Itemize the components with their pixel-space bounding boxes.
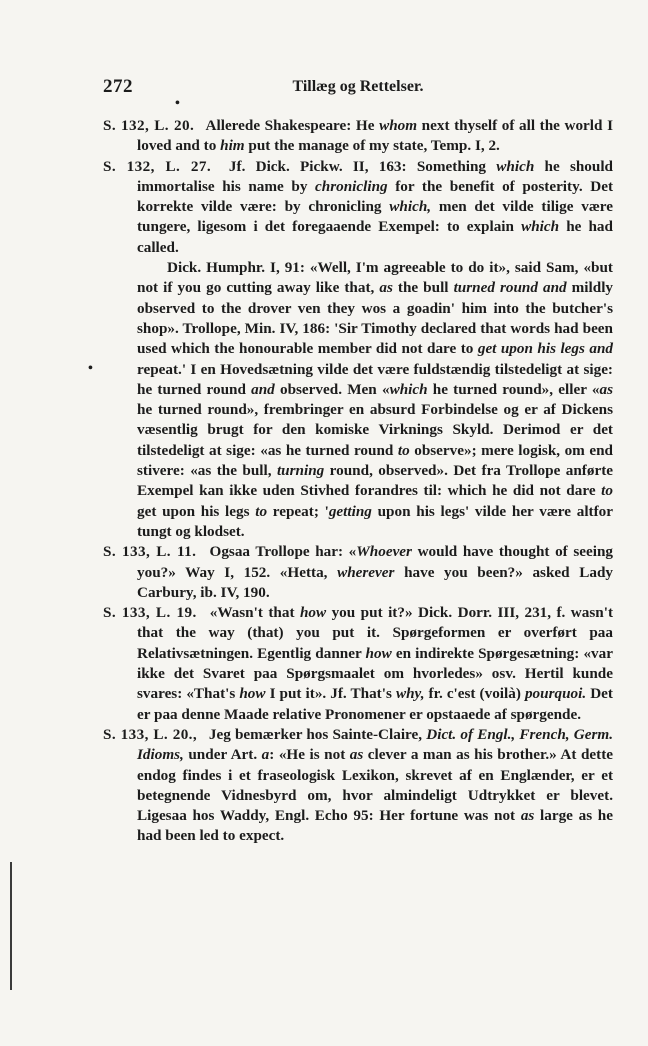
entry-text: Jf. Dick. Pickw. II, 163: Something [228,157,497,175]
errata-entry [103,116,613,157]
entry-reference: S. 133, L. 20., [103,725,198,743]
entry-text: round, observed». Det fra Trollope anførte Exempel kan ikke uden Stivhed forandres til: which he did not dare [137,462,613,500]
margin-mark: • [88,361,93,376]
entry-text: the bull [392,279,454,297]
entry-text: Allerede Shakespeare: He [205,117,380,134]
italic-text: as [599,380,613,398]
italic-text: as [349,746,364,764]
italic-text: how [299,604,327,622]
entry-text: put the manage of my state, Temp. I, 2. [244,137,500,155]
errata-entry [103,157,613,258]
italic-text: why, [395,685,425,703]
italic-text: as [520,807,535,825]
entry-text: he turned round», frembringer en absurd Forbindelse og er af Dickens væsentlig brugt for den komiske Virknings Skyld. Derimod er det tilstedeligt at sige: «as he turned round [137,401,613,459]
italic-text: to [255,502,268,520]
entry-text: repeat; ' [267,502,329,520]
page-number: 272 [103,76,133,97]
running-head: Tillæg og Rettelser. [292,78,424,95]
entry-reference: S. 132, L. 27. [103,157,212,175]
entry-text: en indirekte Spørgesætning: «var ikke det Svaret paa Spørgsmaalet om hvorledes» osv. Hertil kunde svares: «That's [137,644,613,703]
page-header [103,76,613,98]
entry-text: Det er paa denne Maade relative Pronomener er opstaaede af spørgende. [137,685,613,723]
italic-text: chronicling [315,177,388,195]
entry-text: for the benefit of posterity. Det korrekte vilde være: by chronicling [137,177,613,216]
entry-text: he turned round», eller « [427,380,600,398]
entry-reference: S. 133, L. 19. [103,604,197,622]
entry-text: would have thought of seeing you?» Way I, 152. «Hetta, [137,543,613,581]
entry-text: men det vilde tilige være tungere, ligesom i det foregaaende Exempel: to explain [137,198,613,236]
entry-text: observe»; mere logisk, om end stivere: «as the bull, [137,441,613,480]
entry-text: he had called. [137,218,613,256]
entry-text: you put it?» Dick. Dorr. III, 231, f. wasn't that the way (that) you put it. Spørgeformen er overført paa Relativsætningen. Egentlig danner [137,604,614,662]
entry-text: repeat.' I en Hovedsætning vilde det være fuldstændig tilstedeligt at sige: he turned round [137,360,613,398]
italic-text: getting [328,502,372,520]
italic-text: Whoever [356,543,412,561]
entry-text: have you been?» asked Lady Carbury, ib. IV, 190. [137,563,613,601]
entry-text: he should immortalise his name by [137,157,614,195]
entry-reference: S. 133, L. 11. [103,543,197,561]
italic-text: which [389,380,428,398]
entry-text: Jeg bemærker hos Sainte-Claire, [208,725,427,743]
italic-text: get upon his legs and [477,340,614,358]
italic-text: how [239,685,266,703]
entry-text: fr. c'est (voilà) [424,685,525,703]
entry-text: Ogsaa Trollope har: « [209,543,357,561]
margin-rule [10,862,12,990]
italic-text: Dict. of Engl., French, Germ. Idioms, [137,725,614,764]
italic-text: to [397,441,410,459]
entry-text: I put it». Jf. That's [265,685,396,703]
italic-text: turned round and [453,279,567,297]
italic-text: how [365,644,392,662]
italic-text: and [251,380,275,398]
errata-entry [103,725,613,847]
entry-text: large as he had been led to expect. [137,807,613,845]
entry-text: Dick. Humphr. I, 91: «Well, I'm agreeable to do it», said Sam, «but not if you go cutting away like that, [137,259,613,297]
errata-entry [103,542,613,603]
errata-paragraph [103,258,613,542]
margin-mark: • [175,96,180,111]
italic-text: as [379,279,393,297]
italic-text: him [220,137,245,155]
entry-text: next thyself of all the world I loved and to [137,117,613,155]
errata-entry [103,603,613,725]
entry-text: : «He is not [269,746,350,764]
entry-text: upon his legs' vilde her være altfor tungt og klodset. [137,502,613,540]
italic-text: which [521,218,560,236]
italic-text: to [601,482,613,500]
entry-reference: S. 132, L. 20. [103,117,195,134]
entry-text: observed. Men « [274,380,390,398]
entry-text: under Art. [183,746,262,764]
entry-text: «Wasn't that [209,604,300,622]
page-body [103,116,613,847]
italic-text: which [496,157,535,175]
italic-text: a [261,746,270,764]
entry-text: get upon his legs [137,502,256,520]
italic-text: pourquoi. [524,685,587,703]
italic-text: wherever [337,563,395,581]
entry-text: clever a man as his brother.» At dette endog findes i et fraseologisk Lexikon, skrevet af en Englænder, er et betegnende Vidnesbyrd om, hvor almindeligt Udtrykket er blevet. Ligesaa hos Waddy, Engl. Echo 95: Her fortune was not [137,746,613,825]
entry-text: mildly observed to the drover ven they wos a goadin' him into the butcher's shop». Trollope, Min. IV, 186: 'Sir Timothy declared that words had been used which the honourable member did not dare to [137,279,614,358]
italic-text: turning [276,462,325,480]
italic-text: whom [379,117,418,134]
italic-text: which, [389,198,432,216]
